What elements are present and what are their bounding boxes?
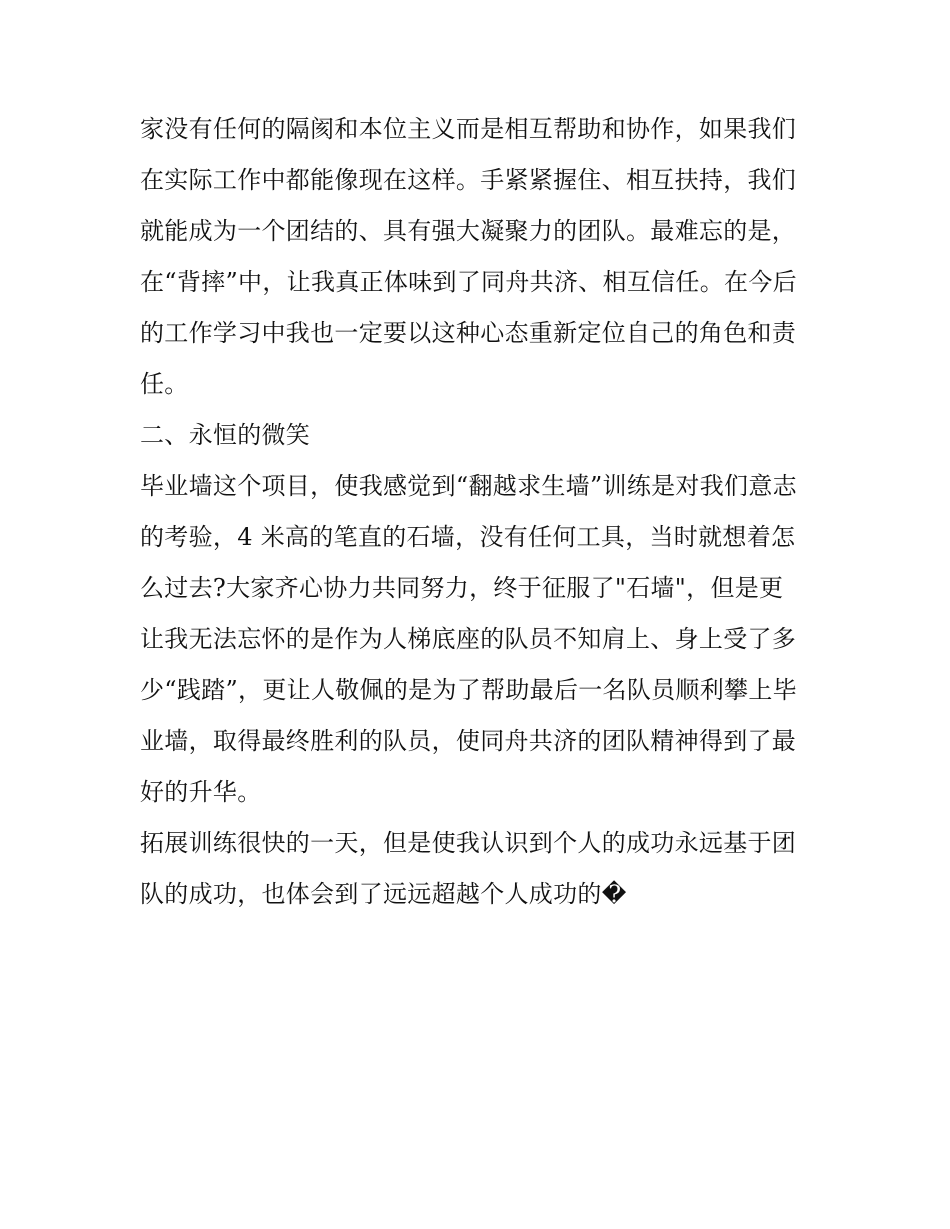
text-line: 少“践踏”，更让人敬佩的是为了帮助最后一名队员顺利攀上毕	[140, 676, 797, 704]
text-line: 拓展训练很快的一天，但是使我认识到个人的成功永远基于团	[140, 829, 797, 857]
section-heading: 二、永恒的微笑	[140, 421, 311, 449]
text-line: 在“背摔”中，让我真正体味到了同舟共济、相互信任。在今后	[140, 268, 797, 296]
text-line: 家没有任何的隔阂和本位主义而是相互帮助和协作，如果我们	[140, 115, 797, 143]
text-line: 队的成功，也体会到了远远超越个人成功的�	[140, 880, 627, 908]
text-line: 么过去?大家齐心协力共同努力，终于征服了"石墙"，但是更	[140, 574, 784, 602]
text-line: 在实际工作中都能像现在这样。手紧紧握住、相互扶持，我们	[140, 166, 797, 194]
text-line: 的考验，4 米高的笔直的石墙，没有任何工具，当时就想着怎	[140, 523, 796, 551]
text-line: 毕业墙这个项目，使我感觉到“翻越求生墙”训练是对我们意志	[140, 472, 797, 500]
text-line: 任。	[140, 370, 189, 398]
text-line: 好的升华。	[140, 778, 262, 806]
text-line: 业墙，取得最终胜利的队员，使同舟共济的团队精神得到了最	[140, 727, 797, 755]
text-line: 的工作学习中我也一定要以这种心态重新定位自己的角色和责	[140, 319, 797, 347]
text-line: 就能成为一个团结的、具有强大凝聚力的团队。最难忘的是，	[140, 217, 797, 245]
document-body	[140, 104, 820, 920]
text-line: 让我无法忘怀的是作为人梯底座的队员不知肩上、身上受了多	[140, 625, 797, 653]
